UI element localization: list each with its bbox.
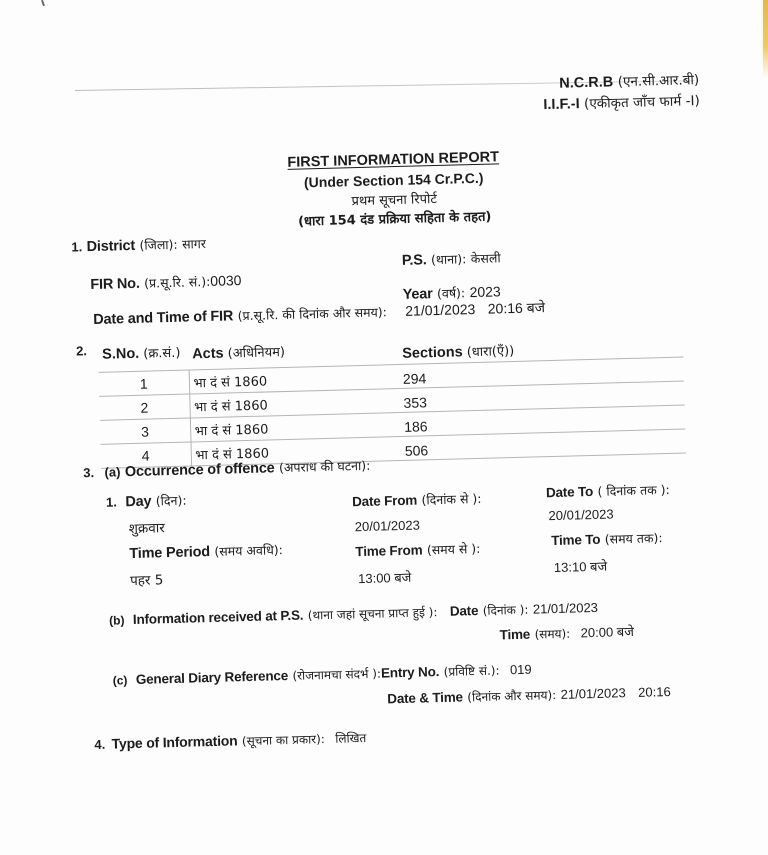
acts-sections-table bbox=[98, 323, 686, 469]
iif-line: I.I.F.-I (एकीकृत जाँच फार्म -I) bbox=[543, 93, 700, 114]
fir-date-value: 21/01/2023 bbox=[405, 300, 476, 319]
ncrb-line: N.C.R.B (एन.सी.आर.बी) bbox=[559, 72, 700, 92]
column-header-sno: S.No. (क्र.सं.) bbox=[101, 345, 181, 363]
time-from-value: 13:00 बजे bbox=[357, 569, 412, 587]
table-row: 2 भा दं सं 1860 353 bbox=[99, 381, 684, 420]
fir-time-value: 20:16 बजे bbox=[487, 299, 546, 317]
page-edge-strip bbox=[763, 0, 768, 78]
police-station-value: केसली bbox=[470, 250, 501, 267]
date-to-value: 20/01/2023 bbox=[548, 506, 614, 524]
time-to-label: Time To (समय तक): bbox=[551, 530, 663, 549]
report-title-block bbox=[263, 149, 525, 231]
table-row: 1 भा दं सं 1860 294 bbox=[99, 357, 684, 396]
entry-number-value: 019 bbox=[509, 661, 532, 678]
info-received-time-value: 20:00 बजे bbox=[580, 623, 635, 641]
column-header-sections: Sections (धारा(एँ)) bbox=[402, 343, 515, 362]
general-diary-date-value: 21/01/2023 bbox=[560, 685, 626, 702]
fir-number-field: FIR No. (प्र.सू.रि. सं.):0030 bbox=[90, 272, 242, 294]
general-diary-datetime-field: Date & Time (दिनांक और समय): 21/01/2023 20:16 bbox=[387, 684, 671, 707]
column-header-acts: Acts (अधिनियम) bbox=[192, 344, 286, 363]
year-field: Year (वर्ष): 2023 bbox=[402, 283, 501, 303]
report-title: FIRST INFORMATION REPORT bbox=[287, 149, 500, 171]
table-row: 3 भा दं सं 1860 186 bbox=[100, 405, 685, 444]
time-period-label: Time Period (समय अवधि): bbox=[129, 542, 284, 563]
acts-sections-table-wrap bbox=[98, 323, 686, 469]
date-from-value: 20/01/2023 bbox=[354, 517, 421, 535]
section-1-district: 1. District (जिला): सागर bbox=[71, 236, 207, 256]
scan-mark bbox=[41, 0, 45, 6]
ncrb-header bbox=[543, 70, 700, 114]
day-field: 1. Day (दिन): bbox=[105, 492, 187, 511]
time-to-value: 13:10 बजे bbox=[553, 558, 608, 576]
section-2-number: 2. bbox=[75, 343, 88, 359]
year-value: 2023 bbox=[469, 283, 501, 301]
date-to-label: Date To ( दिनांक तक ): bbox=[545, 481, 670, 501]
section-3b-info-received: (b) Information received at P.S. (थाना जहां सूचना प्राप्त हुई ): Date (दिनांक ): 21/01/2023 bbox=[108, 599, 599, 628]
general-diary-time-value: 20:16 bbox=[637, 684, 671, 700]
section-3c-general-diary: (c) General Diary Reference (रोजनामचा संदर्भ ):Entry No. (प्रविष्टि सं.): 019 bbox=[112, 661, 532, 688]
report-title-hindi: प्रथम सूचना रिपोर्ट bbox=[351, 191, 438, 210]
fir-datetime-field: Date and Time of FIR (प्र.सू.रि. की दिनांक और समय): 21/01/2023 20:16 बजे bbox=[93, 299, 546, 328]
section-3a-occurrence: 3. (a) Occurrence of offence (अपराध की घटना): bbox=[83, 457, 371, 481]
type-of-information-value: लिखित bbox=[335, 730, 367, 746]
time-from-label: Time From (समय से ): bbox=[355, 540, 481, 560]
fir-number-value: 0030 bbox=[210, 272, 242, 289]
report-section-hindi: (धारा 154 दंड प्रक्रिया सहिता के तहत) bbox=[297, 209, 492, 230]
day-value: शुक्रवार bbox=[128, 520, 166, 538]
table-row: 4 भा दं सं 1860 506 bbox=[101, 429, 686, 468]
info-received-date-value: 21/01/2023 bbox=[532, 599, 599, 617]
date-from-label: Date From (दिनांक से ): bbox=[351, 490, 482, 510]
report-subtitle: (Under Section 154 Cr.P.C.) bbox=[303, 169, 484, 191]
police-station-field: P.S. (थाना): केसली bbox=[401, 250, 501, 269]
time-period-value: पहर 5 bbox=[129, 572, 164, 590]
section-4-type-of-information: 4. Type of Information (सूचना का प्रकार): लिखित bbox=[94, 730, 367, 753]
district-value: सागर bbox=[181, 236, 207, 252]
info-received-time-field: Time (समय): 20:00 बजे bbox=[499, 623, 635, 643]
